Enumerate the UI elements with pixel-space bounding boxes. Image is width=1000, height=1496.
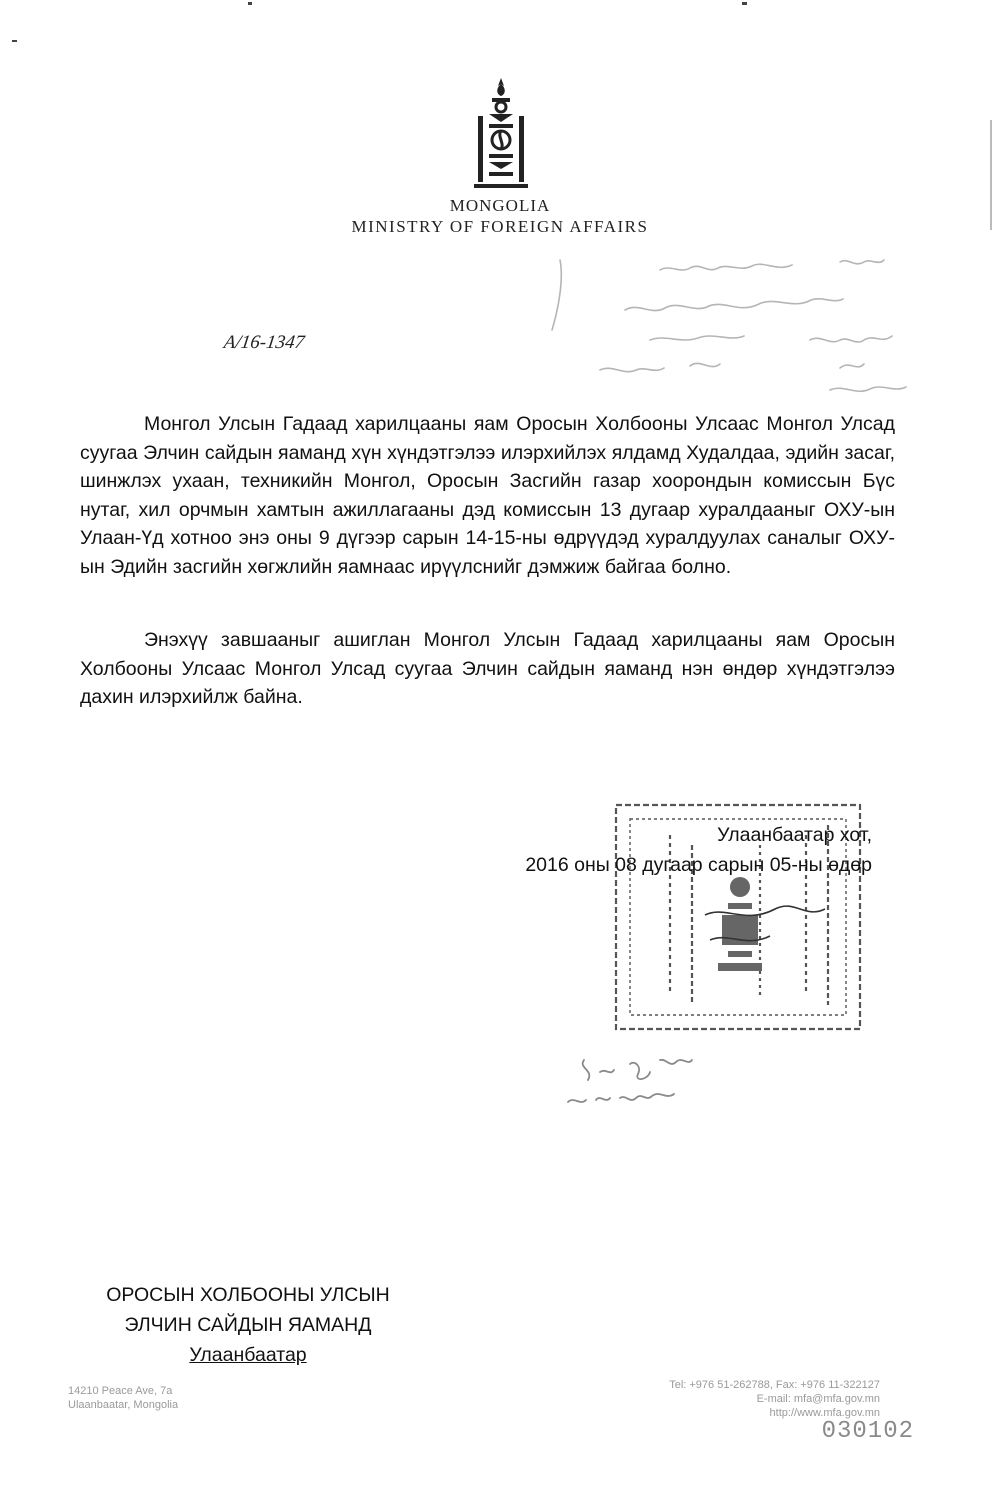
footer-contact-line-2: E-mail: mfa@mfa.gov.mn [756,1393,880,1405]
scan-speck [990,120,992,230]
paragraph-2-text: Энэхүү завшааныг ашиглан Монгол Улсын Гадаад харилцааны яам Оросын Холбооны Улсаас Монгол Улсад суугаа Элчин сайдын яаманд нэн өндөр хүндэтгэлээ дахин илэрхийлж байна. [80,629,895,709]
footer-address-line-2: Ulaanbaatar, Mongolia [68,1399,179,1411]
signoff-place: Улаанбаатар хот, [717,824,872,846]
document-page-number: 030102 [821,1418,914,1445]
footer-address [68,1384,178,1412]
signoff-block [525,820,872,880]
footer-contact-line-3: http://www.mfa.gov.mn [769,1407,880,1419]
letterhead-country: MONGOLIA [449,196,551,215]
paragraph-1-text: Монгол Улсын Гадаад харилцааны яам Оросын Холбооны Улсаас Монгол Улсад суугаа Элчин сайдын яаманд хүн хүндэтгэлээ илэрхийлэх ялдамд Худалдаа, эдийн засаг, шинжлэх ухаан, техникийн Монгол, Оросын Засгийн газар хоорондын комиссын Бүс нутаг, хил орчмын хамтын ажиллагааны дэд комиссын 13 дугаар хуралдааныг ОХУ-ын Улаан-Үд хотноо энэ оны 9 дүгээр сарын 14-15-ны өдрүүдэд хуралдуулах саналыг ОХУ-ын Эдийн засгийн хөгжлийн яамнаас ирүүлснийг дэмжиж байгаа болно. [80,413,895,578]
signoff-date: 2016 оны 08 дугаар сарын 05-ны өдөр [525,854,872,876]
handwritten-initials [560,1050,720,1120]
reference-number: А/16-1347 [222,332,306,353]
footer-contact-line-1: Tel: +976 51-262788, Fax: +976 11-322127 [669,1379,880,1391]
state-emblem-icon [470,76,532,196]
handwritten-notes-top [540,240,960,410]
scan-speck [742,2,747,5]
letterhead-ministry: MINISTRY OF FOREIGN AFFAIRS [351,217,649,236]
scan-speck [248,2,252,5]
footer-address-line-1: 14210 Peace Ave, 7a [68,1385,173,1397]
letterhead [300,196,700,237]
recipient-line-1: ОРОСЫН ХОЛБООНЫ УЛСЫН [106,1284,390,1306]
recipient-block [88,1280,408,1370]
body-paragraph-2 [80,626,895,712]
body-paragraph-1 [80,410,895,582]
recipient-line-2: ЭЛЧИН САЙДЫН ЯАМАНД [124,1314,372,1336]
footer-contacts [669,1378,880,1420]
recipient-city: Улаанбаатар [189,1344,307,1366]
scan-speck [12,40,17,42]
